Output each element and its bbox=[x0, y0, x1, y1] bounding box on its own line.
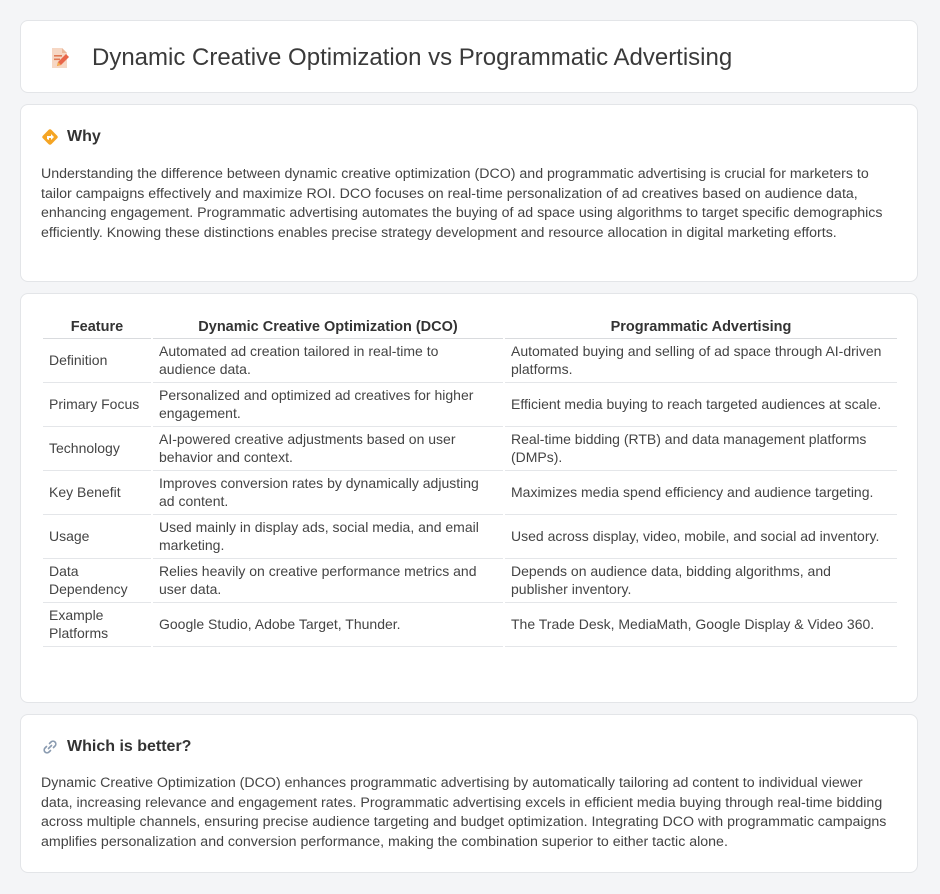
table-row bbox=[43, 383, 897, 427]
dco-cell: Automated ad creation tailored in real-time to audience data. bbox=[153, 339, 503, 383]
table-row bbox=[43, 515, 897, 559]
dco-cell: AI-powered creative adjustments based on user behavior and context. bbox=[153, 427, 503, 471]
which-is-better-section bbox=[20, 714, 918, 873]
better-heading bbox=[41, 737, 191, 757]
header-programmatic: Programmatic Advertising bbox=[505, 314, 897, 339]
why-title: Why bbox=[67, 128, 101, 145]
table-header-row bbox=[43, 314, 897, 339]
feature-cell: Example Platforms bbox=[43, 603, 151, 647]
comparison-table bbox=[41, 314, 899, 647]
link-icon bbox=[41, 738, 59, 756]
better-title: Which is better? bbox=[67, 738, 192, 755]
table-row bbox=[43, 471, 897, 515]
programmatic-cell: Efficient media buying to reach targeted audiences at scale. bbox=[505, 383, 897, 427]
feature-cell: Data Dependency bbox=[43, 559, 151, 603]
feature-cell: Definition bbox=[43, 339, 151, 383]
table-row bbox=[43, 603, 897, 647]
dco-cell: Personalized and optimized ad creatives for higher engagement. bbox=[153, 383, 503, 427]
feature-cell: Primary Focus bbox=[43, 383, 151, 427]
programmatic-cell: Used across display, video, mobile, and social ad inventory. bbox=[505, 515, 897, 559]
table-row bbox=[43, 427, 897, 471]
programmatic-cell: The Trade Desk, MediaMath, Google Display & Video 360. bbox=[505, 603, 897, 647]
programmatic-cell: Real-time bidding (RTB) and data management platforms (DMPs). bbox=[505, 427, 897, 471]
header-feature: Feature bbox=[43, 314, 151, 339]
dco-cell: Relies heavily on creative performance metrics and user data. bbox=[153, 559, 503, 603]
page-title: Dynamic Creative Optimization vs Programmatic Advertising bbox=[92, 44, 733, 71]
why-heading bbox=[41, 127, 101, 147]
table-row bbox=[43, 339, 897, 383]
programmatic-cell: Automated buying and selling of ad space through AI-driven platforms. bbox=[505, 339, 897, 383]
header-dco: Dynamic Creative Optimization (DCO) bbox=[153, 314, 503, 339]
feature-cell: Key Benefit bbox=[43, 471, 151, 515]
better-text: Dynamic Creative Optimization (DCO) enhances programmatic advertising by automatically tailoring ad content to individual viewer data, increasing relevance and engagement rates. Programmatic advertising excels in efficient media buying through real-time bidding across multiple channels, ensuring precise audience targeting and budget optimization. Integrating DCO with programmatic campaigns amplifies personalization and conversion performance, making the combination superior to either tactic alone. bbox=[41, 775, 887, 850]
dco-cell: Improves conversion rates by dynamically adjusting ad content. bbox=[153, 471, 503, 515]
header-card bbox=[20, 20, 918, 93]
table-row bbox=[43, 559, 897, 603]
why-section bbox=[20, 104, 918, 282]
feature-cell: Technology bbox=[43, 427, 151, 471]
dco-cell: Google Studio, Adobe Target, Thunder. bbox=[153, 603, 503, 647]
why-text: Understanding the difference between dynamic creative optimization (DCO) and programmatic advertising is crucial for marketers to tailor campaigns effectively and maximize ROI. DCO focuses on real-time personalization of ad creatives based on audience data, enhancing engagement. Programmatic advertising automates the buying of ad space using algorithms to target specific demographics efficiently. Knowing these distinctions enables precise strategy development and resource allocation in digital marketing efforts. bbox=[41, 166, 883, 241]
document-edit-icon bbox=[47, 46, 71, 70]
programmatic-cell: Maximizes media spend efficiency and audience targeting. bbox=[505, 471, 897, 515]
dco-cell: Used mainly in display ads, social media, and email marketing. bbox=[153, 515, 503, 559]
programmatic-cell: Depends on audience data, bidding algorithms, and publisher inventory. bbox=[505, 559, 897, 603]
comparison-table-card bbox=[20, 293, 918, 703]
diamond-direction-icon bbox=[41, 128, 59, 146]
feature-cell: Usage bbox=[43, 515, 151, 559]
